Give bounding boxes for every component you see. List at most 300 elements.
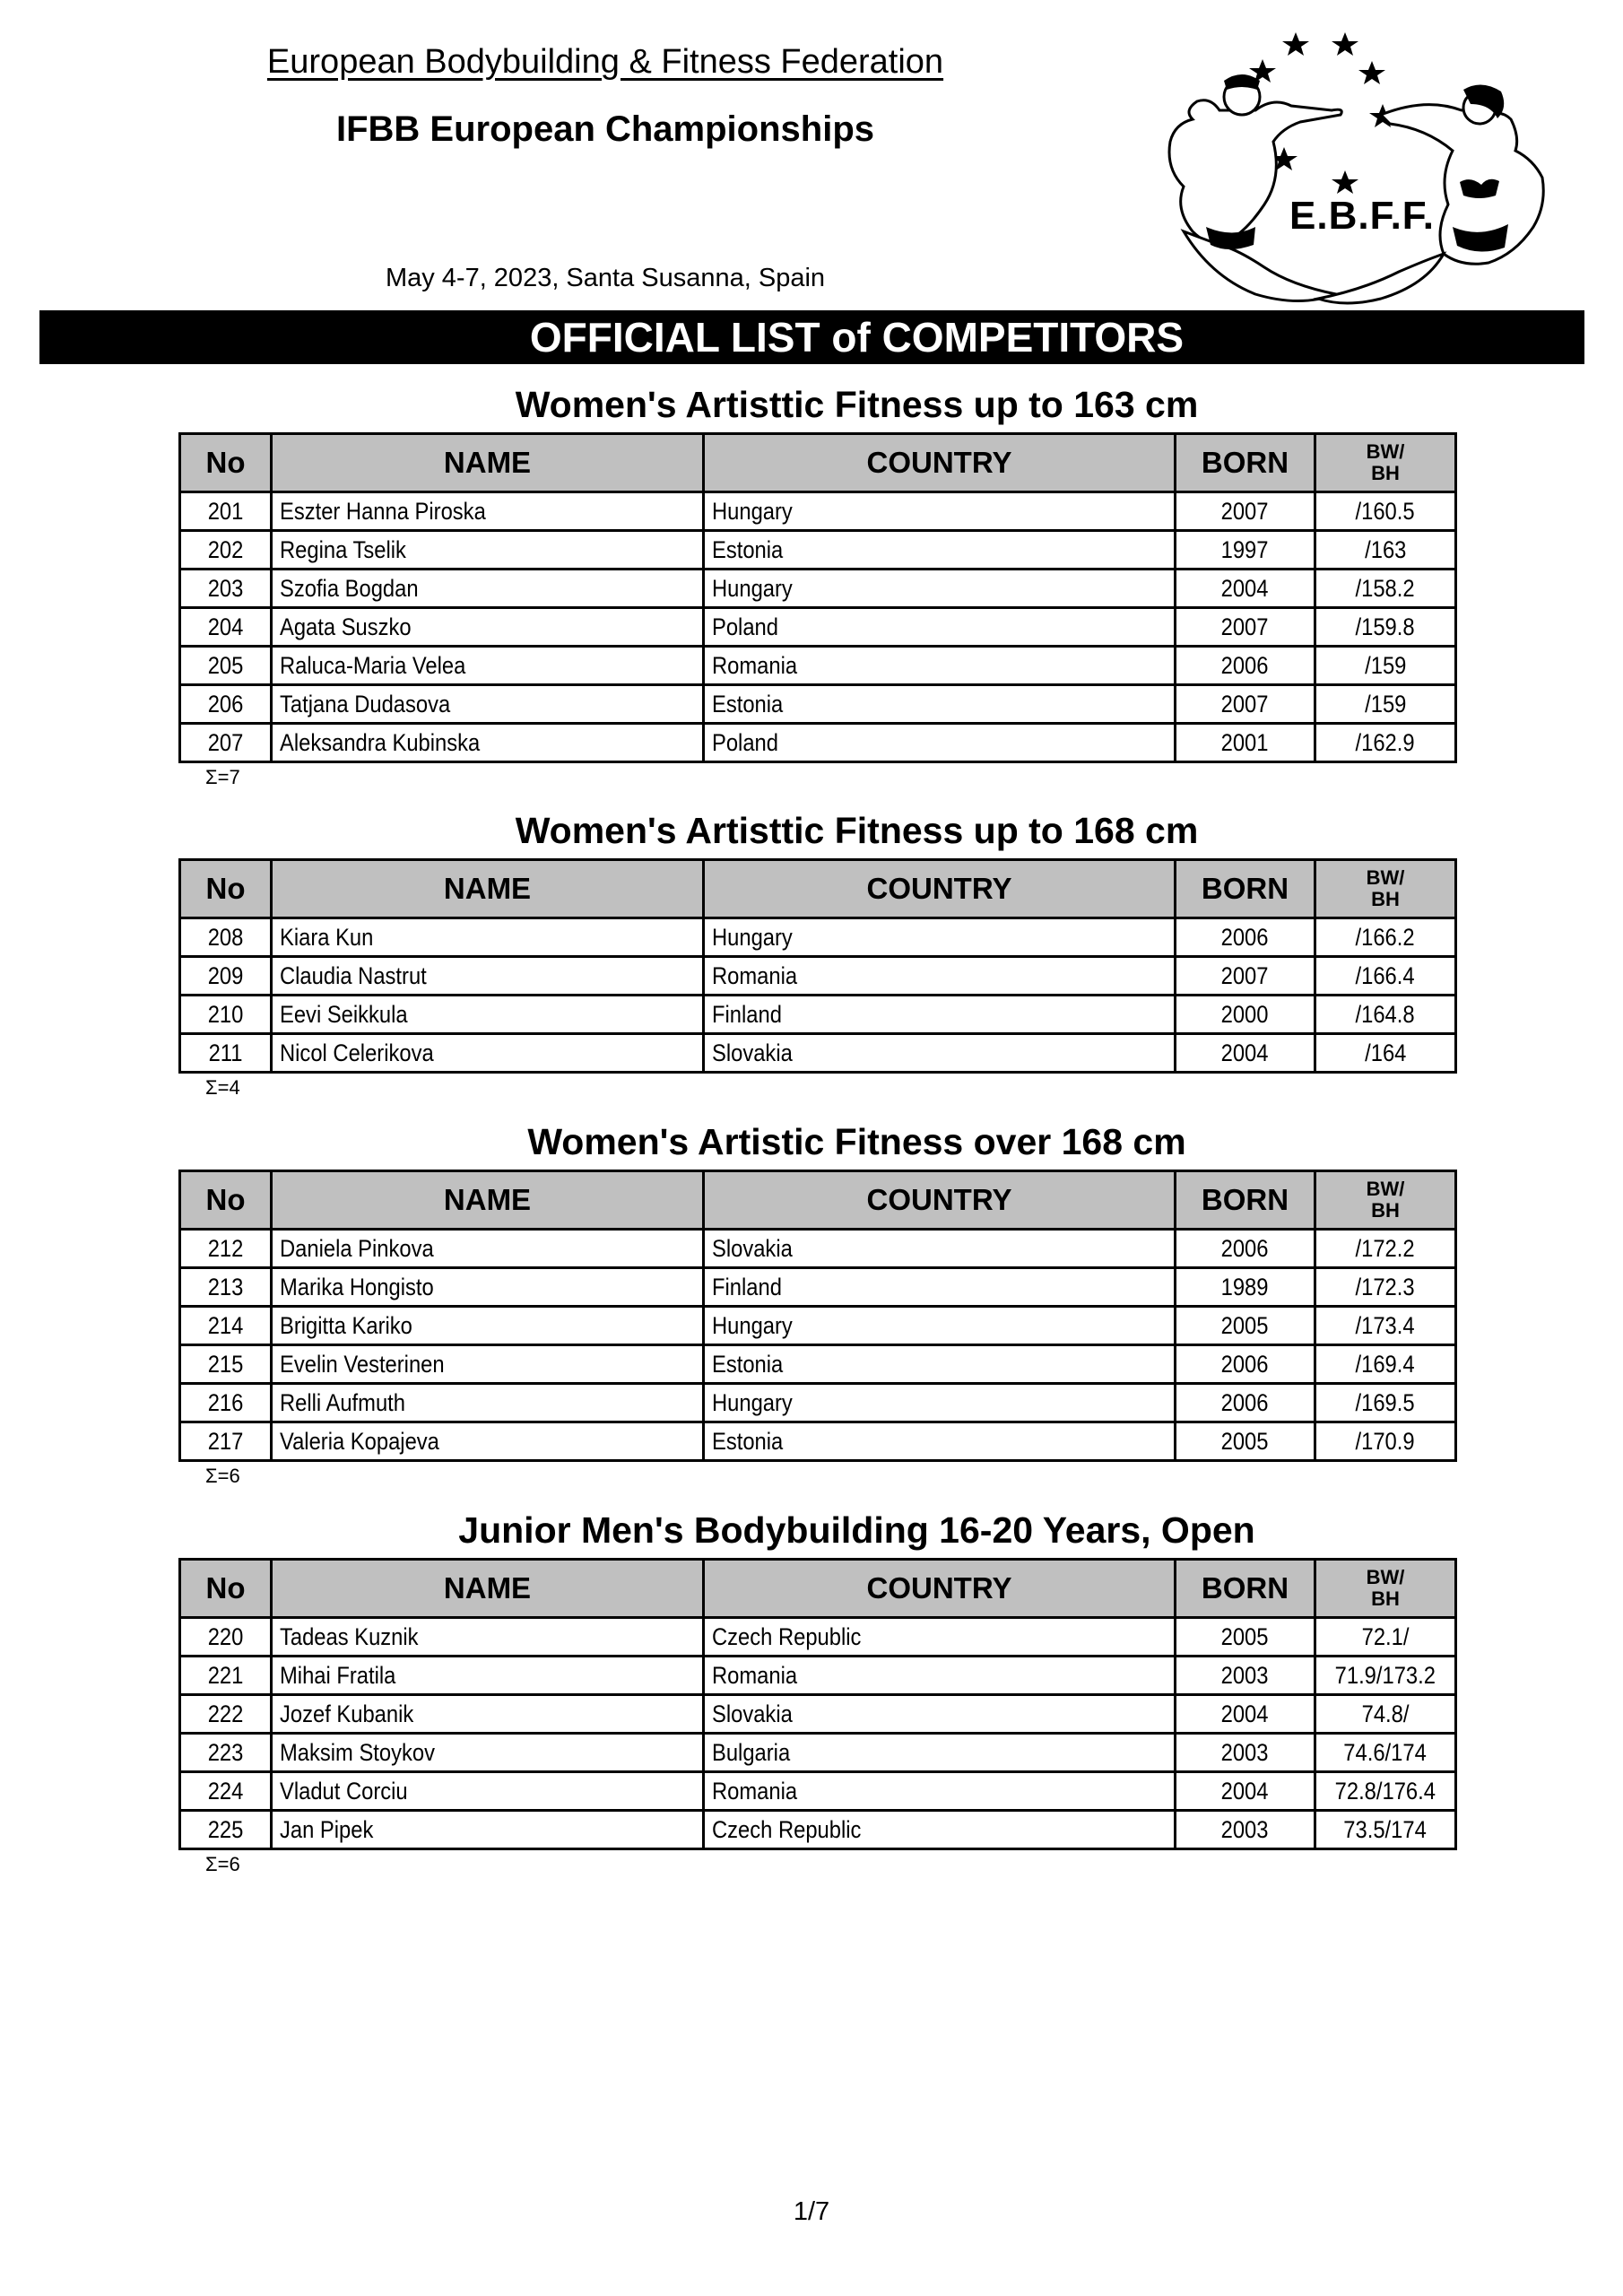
cell-name	[272, 1230, 704, 1268]
cell-name	[272, 1811, 704, 1849]
cell-born	[1176, 1772, 1315, 1811]
cell-bw-bh	[1315, 1695, 1456, 1734]
cell-country	[704, 1307, 1176, 1345]
cell-born	[1176, 1695, 1315, 1734]
competitor-bw-bh: /169.5	[1355, 1388, 1416, 1416]
table-row	[180, 957, 1456, 996]
cell-bw-bh	[1315, 685, 1456, 724]
cell-country	[704, 957, 1176, 996]
cell-country	[704, 1384, 1176, 1422]
competitor-number: 224	[207, 1777, 244, 1805]
cell-country	[704, 918, 1176, 957]
competitor-name: Vladut Corciu	[280, 1777, 408, 1805]
table-row	[180, 1618, 1456, 1657]
competitor-born: 2007	[1221, 961, 1269, 989]
header-bw: BW/	[1366, 440, 1405, 463]
cell-name	[272, 1307, 704, 1345]
competitor-country: Romania	[712, 651, 798, 679]
competitor-number: 207	[207, 728, 244, 756]
cell-country	[704, 996, 1176, 1034]
competitor-bw-bh: 72.1/	[1361, 1622, 1410, 1650]
competitor-country: Estonia	[712, 690, 784, 718]
competitor-number: 213	[207, 1273, 244, 1300]
cell-no	[180, 1618, 272, 1657]
competitor-number: 222	[207, 1700, 244, 1727]
competitor-bw-bh: /164	[1364, 1039, 1407, 1066]
cell-no	[180, 647, 272, 685]
table-header-row	[180, 434, 1456, 492]
cell-bw-bh	[1315, 957, 1456, 996]
cell-born	[1176, 1384, 1315, 1422]
header-country: COUNTRY	[704, 1560, 1176, 1618]
cell-no	[180, 918, 272, 957]
competitor-bw-bh: /163	[1364, 535, 1407, 563]
competitor-bw-bh: 72.8/176.4	[1334, 1777, 1436, 1805]
header-bh: BH	[1371, 462, 1400, 484]
header-no: No	[180, 1560, 272, 1618]
cell-born	[1176, 531, 1315, 570]
competitor-country: Estonia	[712, 1427, 784, 1455]
competitor-count: Σ=7	[205, 766, 240, 788]
cell-no	[180, 531, 272, 570]
table-row	[180, 1734, 1456, 1772]
cell-no	[180, 996, 272, 1034]
competitor-born: 2006	[1221, 1388, 1269, 1416]
cell-born	[1176, 647, 1315, 685]
header-bw-bh	[1315, 1171, 1456, 1230]
cell-name	[272, 957, 704, 996]
header-bh: BH	[1371, 888, 1400, 910]
cell-no	[180, 1734, 272, 1772]
competitors-table	[178, 432, 1457, 763]
cell-born	[1176, 492, 1315, 531]
table-row	[180, 1811, 1456, 1849]
competitor-name: Jan Pipek	[280, 1815, 374, 1843]
cell-country	[704, 608, 1176, 647]
header-bw: BW/	[1366, 1178, 1405, 1200]
cell-country	[704, 531, 1176, 570]
table-row	[180, 608, 1456, 647]
table-row	[180, 1345, 1456, 1384]
competitor-name: Nicol Celerikova	[280, 1039, 434, 1066]
ebff-emblem-icon	[1157, 25, 1578, 312]
competitor-country: Hungary	[712, 574, 793, 602]
header-bh: BH	[1371, 1199, 1400, 1222]
header-name: NAME	[272, 860, 704, 918]
table-row	[180, 492, 1456, 531]
ebff-logo	[1157, 25, 1578, 312]
competitor-number: 206	[207, 690, 244, 718]
cell-country	[704, 492, 1176, 531]
cell-name	[272, 685, 704, 724]
header-country: COUNTRY	[704, 1171, 1176, 1230]
header-born: BORN	[1176, 1171, 1315, 1230]
championship-title: IFBB European Championships	[335, 109, 875, 149]
federation-title: European Bodybuilding & Fitness Federation	[266, 43, 944, 81]
competitor-country: Bulgaria	[712, 1738, 791, 1766]
competitor-born: 2001	[1221, 728, 1269, 756]
cell-no	[180, 1345, 272, 1384]
competitor-country: Hungary	[712, 1311, 793, 1339]
competitor-name: Daniela Pinkova	[280, 1234, 434, 1262]
category-title: Women's Artisttic Fitness up to 163 cm	[515, 384, 1199, 425]
competitor-country: Slovakia	[712, 1700, 793, 1727]
table-row	[180, 918, 1456, 957]
cell-no	[180, 1268, 272, 1307]
competitor-name: Szofia Bogdan	[280, 574, 419, 602]
competitor-born: 1989	[1221, 1273, 1269, 1300]
cell-born	[1176, 685, 1315, 724]
competitor-name: Eevi Seikkula	[280, 1000, 408, 1028]
competitor-name: Maksim Stoykov	[280, 1738, 435, 1766]
cell-bw-bh	[1315, 1268, 1456, 1307]
cell-no	[180, 1811, 272, 1849]
competitor-bw-bh: /159	[1364, 651, 1407, 679]
cell-name	[272, 1618, 704, 1657]
competitor-bw-bh: 73.5/174	[1343, 1815, 1428, 1843]
competitor-number: 208	[207, 923, 244, 951]
table-header-row	[180, 1171, 1456, 1230]
cell-bw-bh	[1315, 1734, 1456, 1772]
table-row	[180, 724, 1456, 762]
cell-country	[704, 1695, 1176, 1734]
table-header-row	[180, 860, 1456, 918]
competitor-number: 211	[208, 1039, 243, 1066]
competitor-born: 2004	[1221, 1777, 1269, 1805]
cell-country	[704, 1618, 1176, 1657]
cell-bw-bh	[1315, 1618, 1456, 1657]
table-row	[180, 996, 1456, 1034]
competitor-name: Kiara Kun	[280, 923, 374, 951]
table-header-row	[180, 1560, 1456, 1618]
cell-no	[180, 1384, 272, 1422]
competitor-born: 2007	[1221, 497, 1269, 525]
competitor-bw-bh: /158.2	[1355, 574, 1416, 602]
competitor-number: 215	[207, 1350, 244, 1378]
competitor-bw-bh: /173.4	[1355, 1311, 1416, 1339]
cell-name	[272, 1422, 704, 1461]
competitor-name: Aleksandra Kubinska	[280, 728, 481, 756]
header-name: NAME	[272, 1171, 704, 1230]
competitor-name: Claudia Nastrut	[280, 961, 427, 989]
cell-name	[272, 1772, 704, 1811]
cell-born	[1176, 1345, 1315, 1384]
competitor-born: 2006	[1221, 651, 1269, 679]
cell-name	[272, 570, 704, 608]
competitor-country: Slovakia	[712, 1039, 793, 1066]
competitor-count: Σ=6	[205, 1465, 240, 1487]
competitor-number: 220	[207, 1622, 244, 1650]
cell-country	[704, 1422, 1176, 1461]
cell-name	[272, 918, 704, 957]
header-no: No	[180, 1171, 272, 1230]
cell-country	[704, 647, 1176, 685]
header-country: COUNTRY	[704, 434, 1176, 492]
competitor-born: 2004	[1221, 1039, 1269, 1066]
competitors-table	[178, 858, 1457, 1074]
cell-bw-bh	[1315, 1384, 1456, 1422]
cell-bw-bh	[1315, 608, 1456, 647]
cell-bw-bh	[1315, 918, 1456, 957]
competitor-name: Relli Aufmuth	[280, 1388, 405, 1416]
cell-born	[1176, 918, 1315, 957]
competitor-number: 205	[207, 651, 244, 679]
competitor-name: Marika Hongisto	[280, 1273, 434, 1300]
cell-name	[272, 1657, 704, 1695]
competitor-country: Romania	[712, 1661, 798, 1689]
header-born: BORN	[1176, 1560, 1315, 1618]
competitor-born: 2000	[1221, 1000, 1269, 1028]
event-info: May 4-7, 2023, Santa Susanna, Spain	[385, 264, 826, 292]
header-bh: BH	[1371, 1587, 1400, 1610]
cell-name	[272, 1034, 704, 1073]
cell-born	[1176, 957, 1315, 996]
cell-name	[272, 1695, 704, 1734]
competitor-count: Σ=4	[205, 1076, 240, 1099]
competitor-country: Poland	[712, 613, 778, 640]
cell-country	[704, 570, 1176, 608]
cell-no	[180, 1657, 272, 1695]
official-list-banner: OFFICIAL LIST of COMPETITORS	[39, 310, 1584, 364]
cell-no	[180, 492, 272, 531]
cell-country	[704, 1345, 1176, 1384]
cell-no	[180, 685, 272, 724]
competitor-count: Σ=6	[205, 1853, 240, 1875]
header-bw: BW/	[1366, 1566, 1405, 1588]
header-country: COUNTRY	[704, 860, 1176, 918]
cell-country	[704, 1034, 1176, 1073]
competitor-country: Hungary	[712, 923, 793, 951]
cell-born	[1176, 1734, 1315, 1772]
competitor-country: Hungary	[712, 1388, 793, 1416]
cell-born	[1176, 1618, 1315, 1657]
cell-name	[272, 492, 704, 531]
table-row	[180, 1384, 1456, 1422]
competitor-name: Tatjana Dudasova	[280, 690, 451, 718]
competitor-bw-bh: /169.4	[1355, 1350, 1416, 1378]
competitor-bw-bh: /159.8	[1355, 613, 1416, 640]
competitor-bw-bh: /170.9	[1355, 1427, 1416, 1455]
cell-name	[272, 1734, 704, 1772]
header-no: No	[180, 434, 272, 492]
table-row	[180, 1230, 1456, 1268]
cell-born	[1176, 1034, 1315, 1073]
competitor-country: Estonia	[712, 535, 784, 563]
cell-bw-bh	[1315, 1422, 1456, 1461]
cell-born	[1176, 1811, 1315, 1849]
competitor-country: Romania	[712, 1777, 798, 1805]
competitor-country: Slovakia	[712, 1234, 793, 1262]
competitor-name: Raluca-Maria Velea	[280, 651, 466, 679]
cell-country	[704, 1811, 1176, 1849]
competitor-number: 214	[207, 1311, 244, 1339]
competitor-country: Poland	[712, 728, 778, 756]
competitor-country: Czech Republic	[712, 1622, 862, 1650]
cell-country	[704, 1734, 1176, 1772]
competitors-table	[178, 1558, 1457, 1850]
competitor-bw-bh: /159	[1364, 690, 1407, 718]
competitor-bw-bh: /172.3	[1355, 1273, 1416, 1300]
cell-born	[1176, 608, 1315, 647]
competitor-name: Agata Suszko	[280, 613, 412, 640]
competitor-name: Tadeas Kuznik	[280, 1622, 419, 1650]
table-row	[180, 1422, 1456, 1461]
header-born: BORN	[1176, 434, 1315, 492]
cell-country	[704, 724, 1176, 762]
cell-country	[704, 685, 1176, 724]
competitor-bw-bh: /164.8	[1355, 1000, 1416, 1028]
cell-country	[704, 1772, 1176, 1811]
header-name: NAME	[272, 434, 704, 492]
category-section	[178, 1502, 1454, 1879]
cell-born	[1176, 724, 1315, 762]
competitor-name: Jozef Kubanik	[280, 1700, 414, 1727]
competitor-bw-bh: /172.2	[1355, 1234, 1416, 1262]
competitor-country: Finland	[712, 1000, 782, 1028]
category-title: Junior Men's Bodybuilding 16-20 Years, Open	[458, 1509, 1255, 1551]
cell-name	[272, 608, 704, 647]
table-row	[180, 1034, 1456, 1073]
cell-bw-bh	[1315, 1230, 1456, 1268]
table-row	[180, 570, 1456, 608]
competitor-number: 210	[207, 1000, 244, 1028]
cell-born	[1176, 1268, 1315, 1307]
competitor-number: 223	[207, 1738, 244, 1766]
header-name: NAME	[272, 1560, 704, 1618]
cell-no	[180, 1307, 272, 1345]
cell-bw-bh	[1315, 531, 1456, 570]
cell-bw-bh	[1315, 1034, 1456, 1073]
cell-bw-bh	[1315, 1307, 1456, 1345]
competitor-born: 2006	[1221, 1234, 1269, 1262]
competitor-country: Finland	[712, 1273, 782, 1300]
cell-born	[1176, 1230, 1315, 1268]
competitor-bw-bh: /162.9	[1355, 728, 1416, 756]
cell-no	[180, 724, 272, 762]
competitor-born: 2007	[1221, 613, 1269, 640]
competitor-born: 2005	[1221, 1622, 1269, 1650]
competitor-number: 217	[207, 1427, 244, 1455]
competitor-number: 221	[207, 1661, 244, 1689]
header-bw-bh	[1315, 1560, 1456, 1618]
table-row	[180, 647, 1456, 685]
competitor-number: 225	[207, 1815, 244, 1843]
cell-name	[272, 647, 704, 685]
competitor-born: 2003	[1221, 1661, 1269, 1689]
cell-name	[272, 724, 704, 762]
category-section	[178, 377, 1454, 792]
table-row	[180, 531, 1456, 570]
header-bw-bh	[1315, 434, 1456, 492]
cell-born	[1176, 1307, 1315, 1345]
cell-born	[1176, 570, 1315, 608]
competitor-born: 2005	[1221, 1427, 1269, 1455]
cell-name	[272, 531, 704, 570]
competitor-number: 201	[207, 497, 244, 525]
cell-no	[180, 1422, 272, 1461]
competitor-bw-bh: /166.4	[1355, 961, 1416, 989]
cell-born	[1176, 1422, 1315, 1461]
cell-bw-bh	[1315, 570, 1456, 608]
header-bw: BW/	[1366, 866, 1405, 889]
category-section	[178, 1114, 1454, 1491]
competitor-name: Regina Tselik	[280, 535, 406, 563]
logo-text: E.B.F.F.	[1289, 194, 1436, 238]
header-born: BORN	[1176, 860, 1315, 918]
competitor-name: Eszter Hanna Piroska	[280, 497, 486, 525]
competitor-number: 216	[207, 1388, 244, 1416]
competitors-table	[178, 1170, 1457, 1462]
competitor-born: 1997	[1221, 535, 1269, 563]
cell-no	[180, 1772, 272, 1811]
table-row	[180, 685, 1456, 724]
cell-country	[704, 1268, 1176, 1307]
category-title: Women's Artisttic Fitness up to 168 cm	[515, 810, 1199, 851]
cell-name	[272, 1384, 704, 1422]
category-title: Women's Artistic Fitness over 168 cm	[527, 1121, 1186, 1162]
competitor-number: 212	[207, 1234, 244, 1262]
cell-born	[1176, 1657, 1315, 1695]
page-number: 1/7	[793, 2197, 830, 2226]
competitor-country: Hungary	[712, 497, 793, 525]
cell-bw-bh	[1315, 1657, 1456, 1695]
cell-bw-bh	[1315, 724, 1456, 762]
competitor-born: 2006	[1221, 923, 1269, 951]
cell-no	[180, 570, 272, 608]
cell-no	[180, 1695, 272, 1734]
cell-bw-bh	[1315, 996, 1456, 1034]
cell-country	[704, 1657, 1176, 1695]
cell-no	[180, 1034, 272, 1073]
competitor-born: 2003	[1221, 1815, 1269, 1843]
competitor-number: 204	[207, 613, 244, 640]
cell-no	[180, 608, 272, 647]
cell-country	[704, 1230, 1176, 1268]
competitor-born: 2003	[1221, 1738, 1269, 1766]
competitor-country: Romania	[712, 961, 798, 989]
competitor-born: 2005	[1221, 1311, 1269, 1339]
competitor-bw-bh: 71.9/173.2	[1334, 1661, 1436, 1689]
table-row	[180, 1772, 1456, 1811]
competitor-country: Estonia	[712, 1350, 784, 1378]
competitor-born: 2006	[1221, 1350, 1269, 1378]
competitor-number: 202	[207, 535, 244, 563]
competitor-born: 2007	[1221, 690, 1269, 718]
cell-bw-bh	[1315, 1772, 1456, 1811]
cell-bw-bh	[1315, 492, 1456, 531]
category-section	[178, 803, 1454, 1102]
competitor-name: Brigitta Kariko	[280, 1311, 412, 1339]
cell-bw-bh	[1315, 647, 1456, 685]
competitor-bw-bh: /160.5	[1355, 497, 1416, 525]
header-bw-bh	[1315, 860, 1456, 918]
competitor-born: 2004	[1221, 1700, 1269, 1727]
competitor-number: 203	[207, 574, 244, 602]
competitor-name: Mihai Fratila	[280, 1661, 396, 1689]
competitor-name: Valeria Kopajeva	[280, 1427, 439, 1455]
cell-no	[180, 1230, 272, 1268]
cell-bw-bh	[1315, 1811, 1456, 1849]
table-row	[180, 1307, 1456, 1345]
competitor-bw-bh: /166.2	[1355, 923, 1416, 951]
cell-name	[272, 996, 704, 1034]
header-no: No	[180, 860, 272, 918]
table-row	[180, 1695, 1456, 1734]
cell-name	[272, 1268, 704, 1307]
competitor-born: 2004	[1221, 574, 1269, 602]
competitor-bw-bh: 74.6/174	[1343, 1738, 1428, 1766]
table-row	[180, 1657, 1456, 1695]
